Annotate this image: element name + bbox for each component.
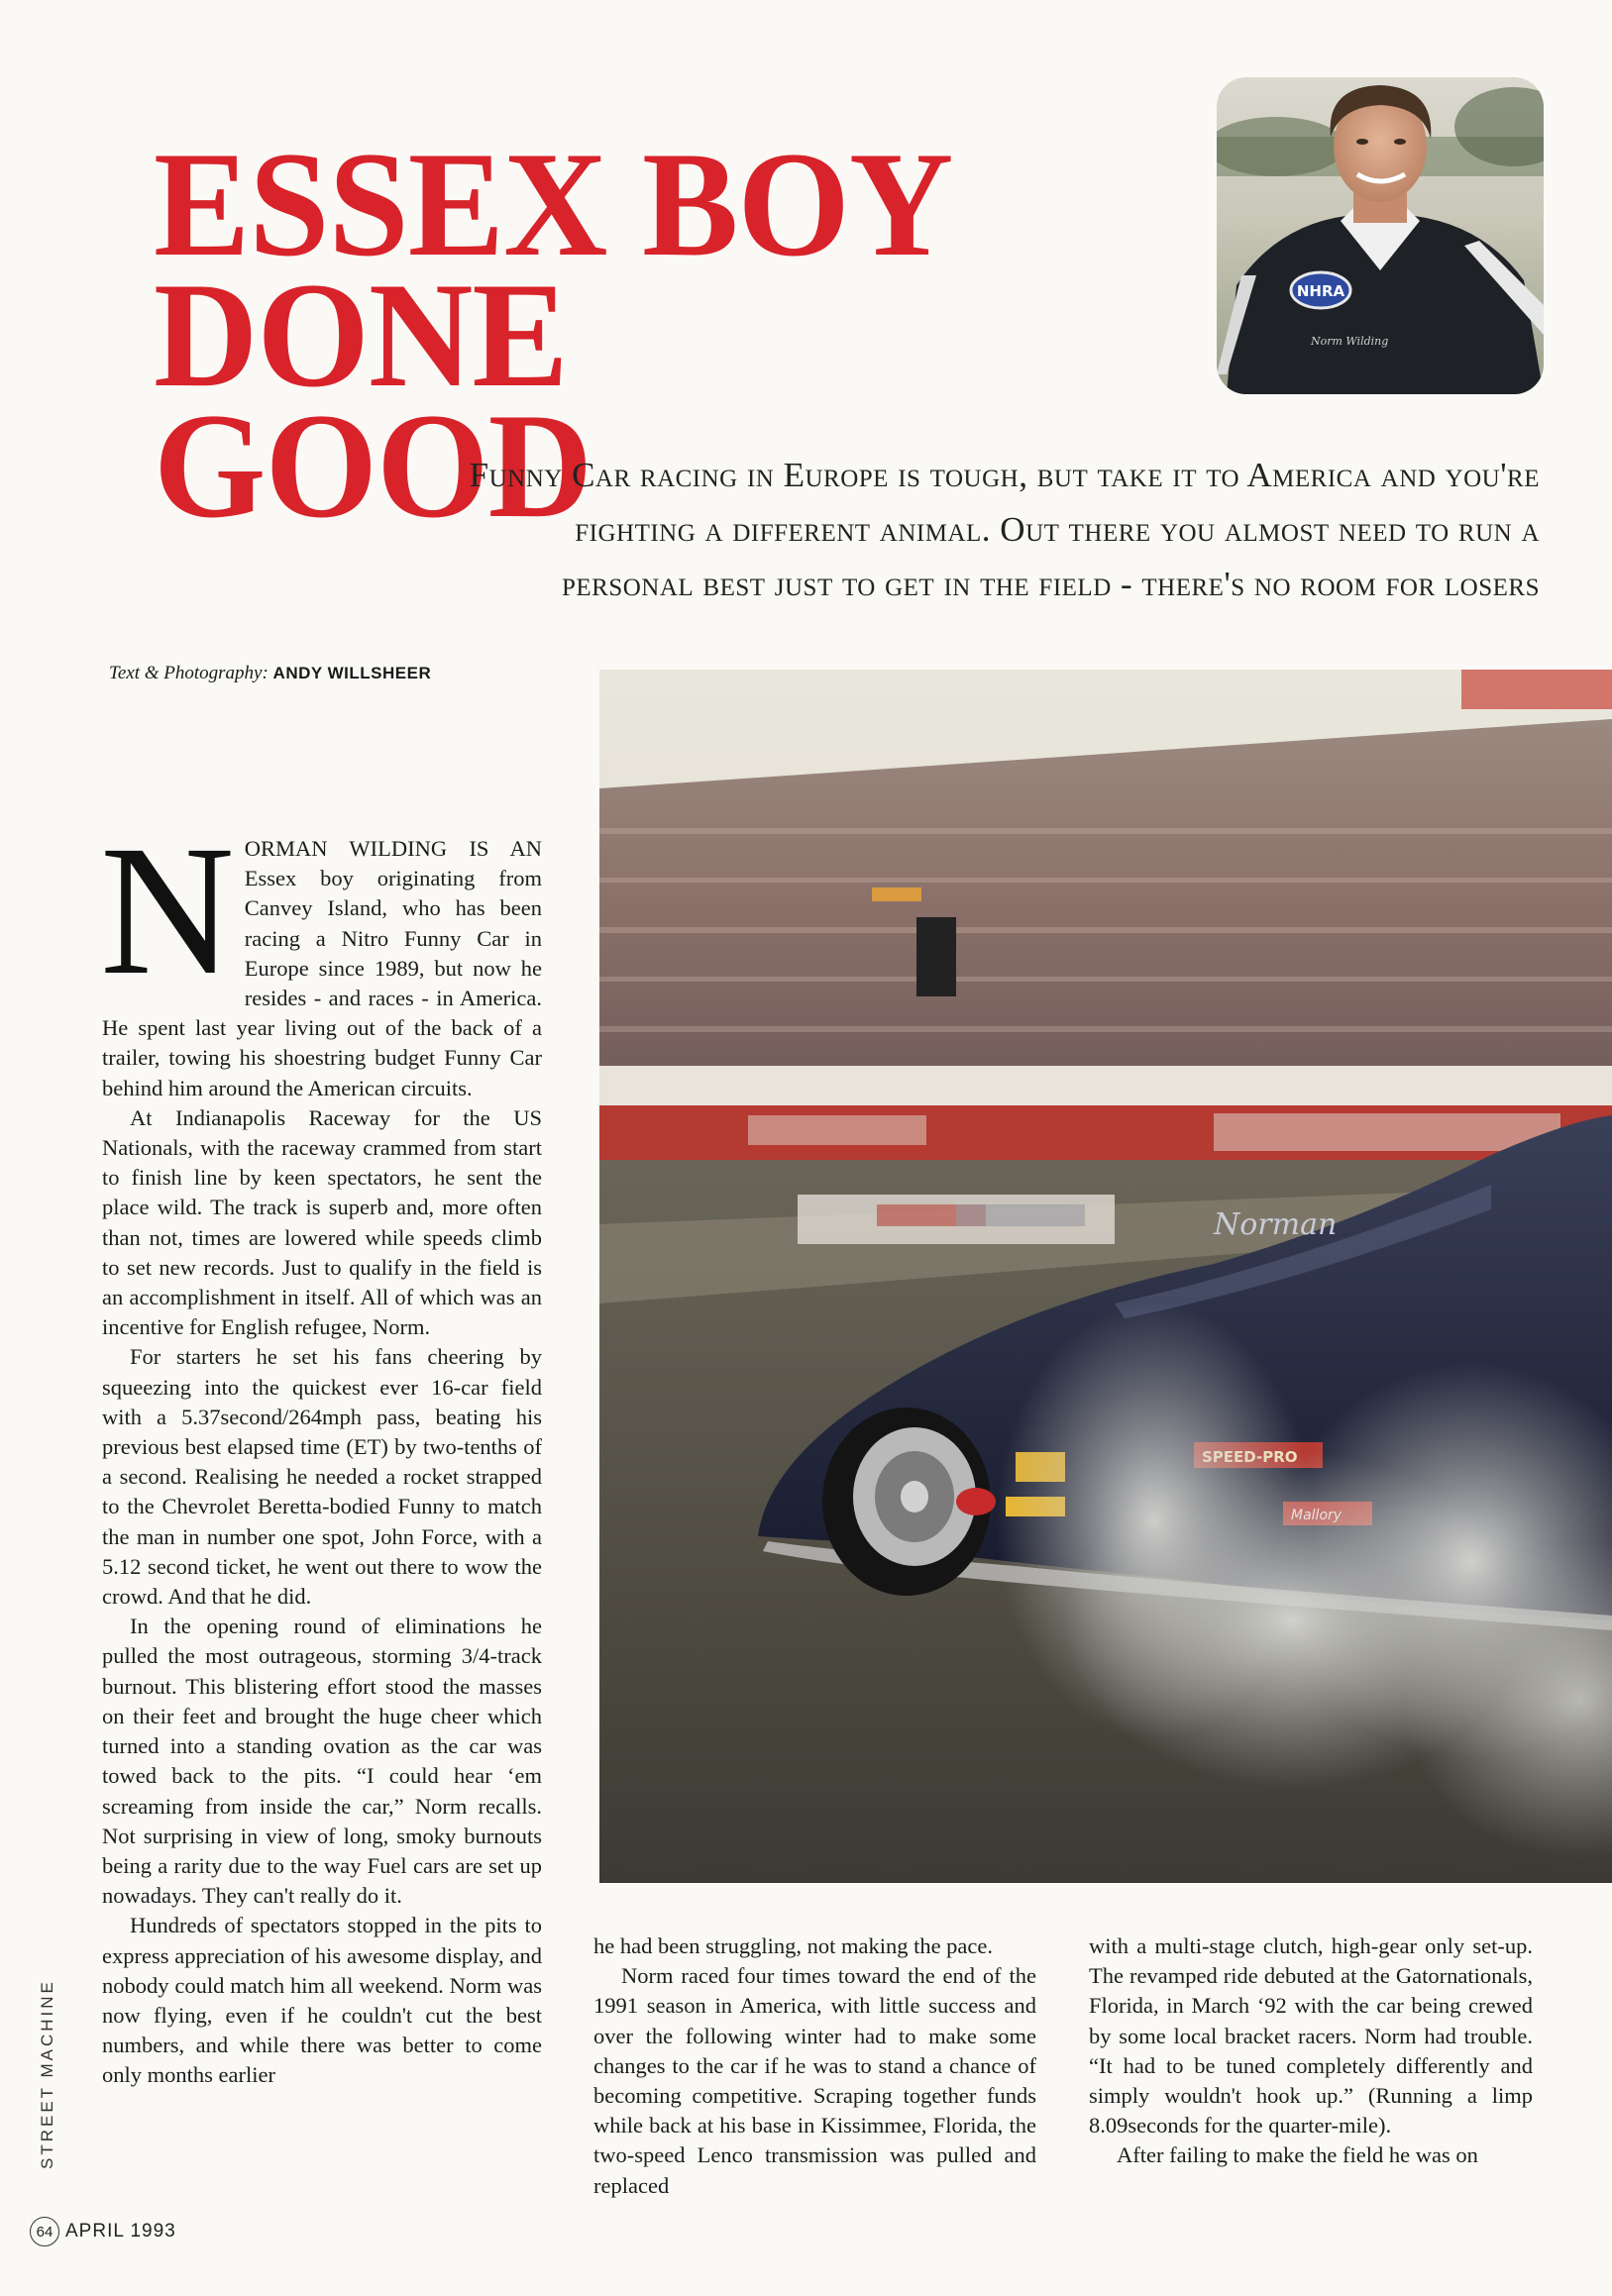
article-paragraph-1 [100,806,542,1103]
standfirst-line-1: Funny Car racing in Europe is tough, but take it to America and you're [469,456,1540,494]
paragraph-1-text: Essex boy originating from Canvey Island, who has been racing a Nitro Funny Car in Europe since 1989, but now he resides - and races - in America. He spent last year living out of the back of a trailer, towing his shoestring budget Funny Car behind him around the American circuits. [102,866,542,1100]
article-column-3 [1089,1931,1533,2171]
article-paragraph-2: At Indianapolis Raceway for the US Nationals, with the raceway crammed from start to finish line by keen spectators, he sent the place wild. The track is superb and, more often than not, times are lowered while speeds climb to set new records. Just to qualify in the field is an accomplishment in itself. All of which was an incentive for English refugee, Norm. [102,1104,542,1340]
nhra-patch-text: NHRA [1296,282,1345,300]
jacket-signature: Norm Wilding [1311,335,1389,348]
headline-line-1: ESSEX BOY [154,121,953,287]
byline [109,663,431,684]
magazine-name: STREET MACHINE [38,1979,56,2169]
standfirst [153,448,1540,611]
byline-label: Text & Photography: [109,663,269,683]
standfirst-line-2: fighting a different animal. Out there you almost need to run a [575,510,1540,549]
article-paragraph-4: In the opening round of eliminations he pulled the most outrageous, storming 3/4-track burnout. This blistering effort stood the masses on their feet and brought the huge cheer which turned into a standing ovation as the car was towed back to the pits. “I could hear ‘em screaming from inside the car,” Norm recalls. Not surprising in view of long, smoky burnouts being a rarity due to the way Fuel cars are set up nowadays. They can't really do it. [102,1614,542,1909]
article-paragraph-6: Norm raced four times toward the end of the 1991 season in America, with little success and over the following winter had to make some changes to the car if he was to stand a chance of becoming competitive. Scraping together funds while back at his base in Kissimmee, Florida, the two-speed Lenco transmission was pulled and replaced [593,1963,1036,2198]
funny-car-photo [599,670,1612,1883]
page-folio [30,2217,176,2246]
standfirst-line-3: personal best just to get in the field - there's no room for losers [561,565,1540,603]
byline-name: ANDY WILLSHEER [272,664,432,682]
article-column-2 [593,1931,1036,2201]
lead-in: ORMAN WILDING IS AN [244,836,542,861]
article-paragraph-3: For starters he set his fans cheering by squeezing into the quickest ever 16-car field with a 5.37second/264mph pass, beating his previous best elapsed time (ET) by two-tenths of a second. Realising he needed a rocket strapped to the Chevrolet Beretta-bodied Funny to match the man in number one spot, John Force, with a 5.12 second ticket, he went out there to wow the crowd. And that he did. [102,1344,542,1610]
article-paragraph-6-continued: with a multi-stage clutch, high-gear only set-up. The revamped ride debuted at the Gatornationals, Florida, in March ‘92 with the car being crewed by some local bracket racers. Norm had trouble. “It had to be tuned completely differently and simply wouldn't hook up.” (Running a limp 8.09seconds for the quarter-mile). [1089,1933,1533,2139]
car-signature: Norman [1214,1207,1338,1242]
page-number: 64 [30,2217,59,2246]
headline-line-2: DONE GOOD [154,252,592,549]
article-column-1 [100,806,542,2091]
issue-date: APRIL 1993 [65,2221,176,2242]
article-paragraph-5-continued: he had been struggling, not making the pace. [593,1933,994,1958]
drop-cap: N [100,806,235,1013]
article-paragraph-5: Hundreds of spectators stopped in the pits to express appreciation of his awesome display, and nobody could match him all weekend. Norm was now flying, even if he couldn't cut the best numbers, and while there was better to come only months earlier [102,1913,542,2088]
article-paragraph-7: After failing to make the field he was on [1117,2142,1478,2168]
portrait-photo [1217,77,1544,394]
